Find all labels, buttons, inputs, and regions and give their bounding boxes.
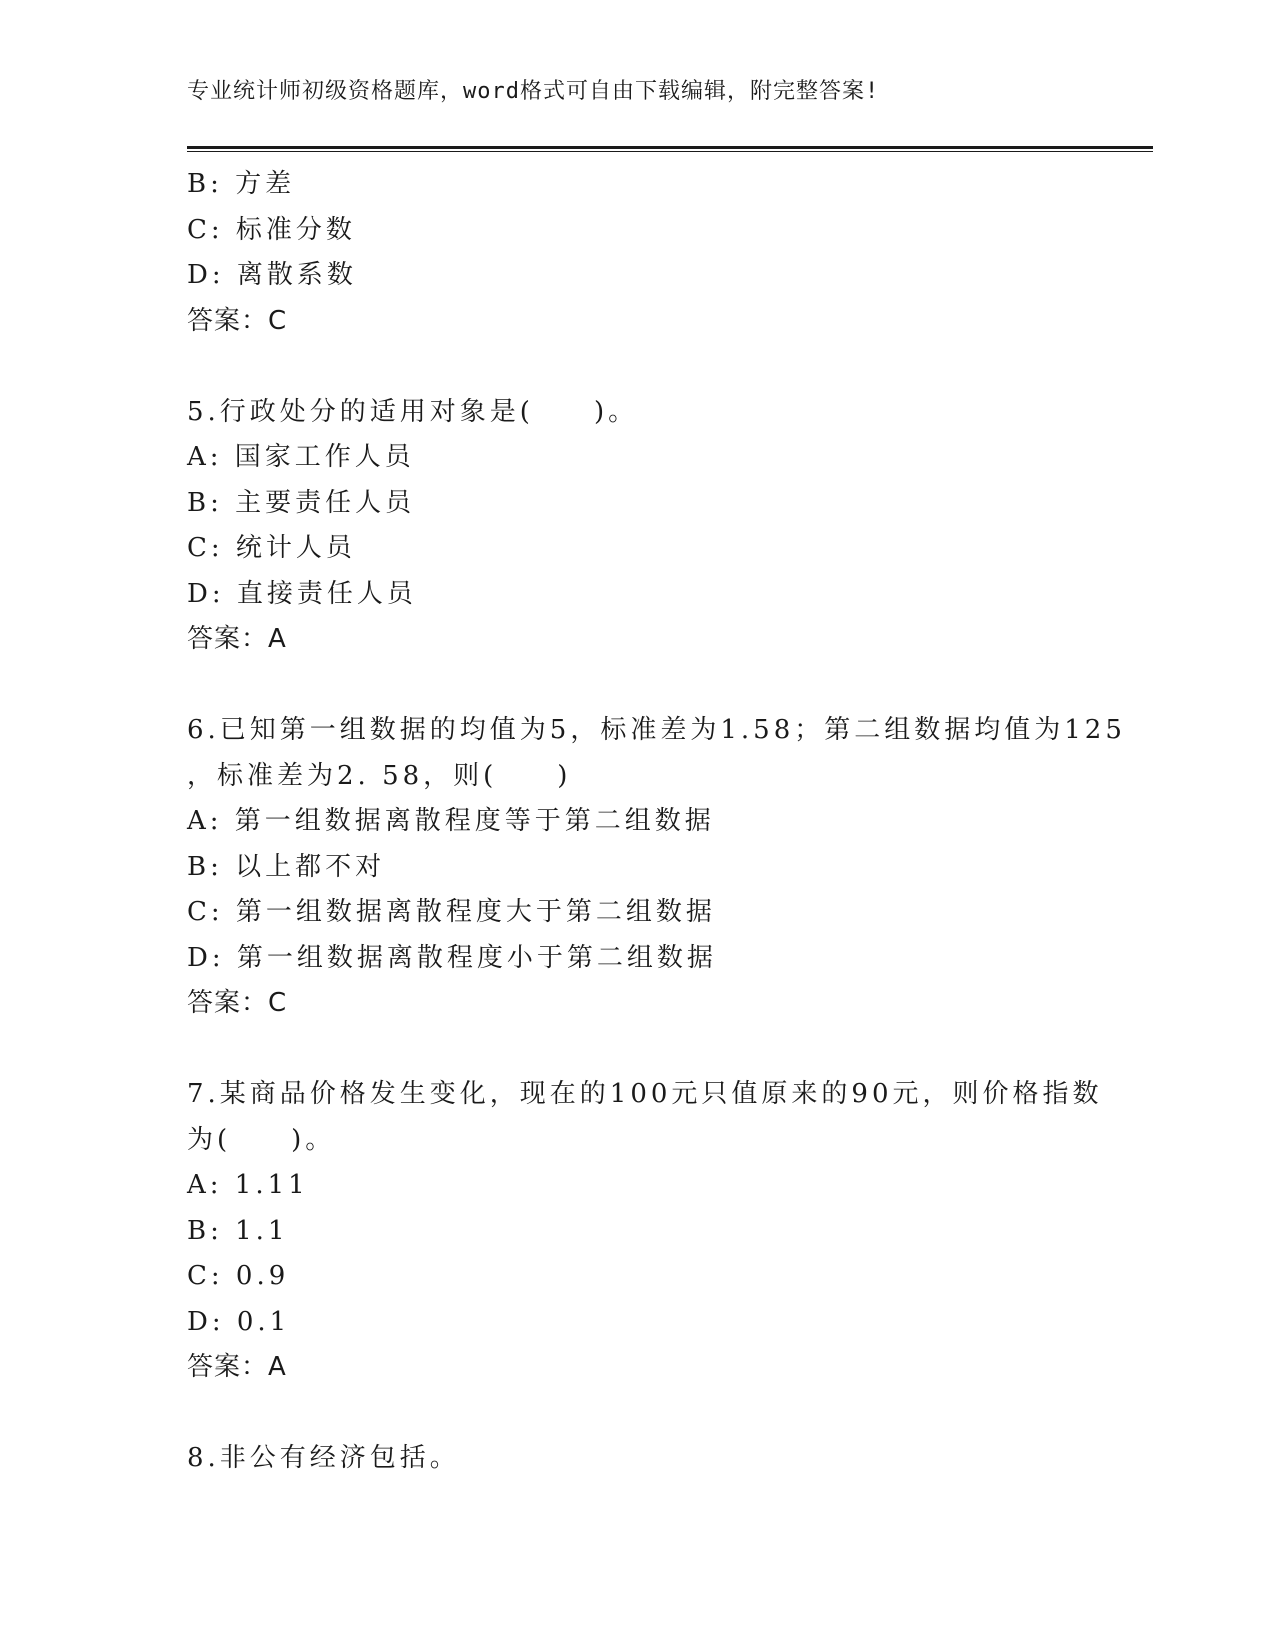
spacer xyxy=(187,1027,1153,1073)
spacer xyxy=(187,663,1153,709)
option-b: B: 1.1 xyxy=(187,1215,289,1246)
question-7-stem: 7.某商品价格发生变化，现在的100元只值原来的90元，则价格指数 xyxy=(187,1079,1103,1109)
page-header: 专业统计师初级资格题库，word格式可自由下载编辑，附完整答案! xyxy=(187,79,880,104)
answer-line: 答案：C xyxy=(187,305,288,336)
option-c: C: 统计人员 xyxy=(187,533,356,563)
option-d: D: 0.1 xyxy=(187,1306,291,1337)
option-b: B: 以上都不对 xyxy=(187,851,386,882)
option-a: A: 国家工作人员 xyxy=(187,442,415,472)
answer-line: 答案：C xyxy=(187,988,288,1018)
option-b: B: 方差 xyxy=(187,169,296,199)
spacer xyxy=(187,1391,1153,1437)
answer-line: 答案：A xyxy=(187,624,287,654)
question-6-stem: 6.已知第一组数据的均值为5，标准差为1.58；第二组数据均值为125 xyxy=(187,715,1126,745)
option-a: A: 1.11 xyxy=(187,1170,309,1200)
header-rule xyxy=(187,146,1153,152)
option-c: C: 标准分数 xyxy=(187,214,356,245)
option-d: D: 第一组数据离散程度小于第二组数据 xyxy=(187,942,717,973)
option-d: D: 直接责任人员 xyxy=(187,578,417,609)
option-b: B: 主要责任人员 xyxy=(187,487,416,518)
question-8-stem: 8.非公有经济包括。 xyxy=(187,1443,460,1473)
document-body xyxy=(187,162,1153,1482)
option-c: C: 0.9 xyxy=(187,1261,290,1291)
question-6-stem-continued: ，标准差为2. 58，则( ) xyxy=(187,760,572,791)
answer-line: 答案：A xyxy=(187,1352,287,1382)
question-5-stem: 5.行政处分的适用对象是( )。 xyxy=(187,396,639,427)
spacer xyxy=(187,344,1153,390)
option-c: C: 第一组数据离散程度大于第二组数据 xyxy=(187,897,716,927)
option-d: D: 离散系数 xyxy=(187,260,357,290)
option-a: A: 第一组数据离散程度等于第二组数据 xyxy=(187,806,715,836)
question-7-stem-continued: 为( )。 xyxy=(187,1124,336,1155)
